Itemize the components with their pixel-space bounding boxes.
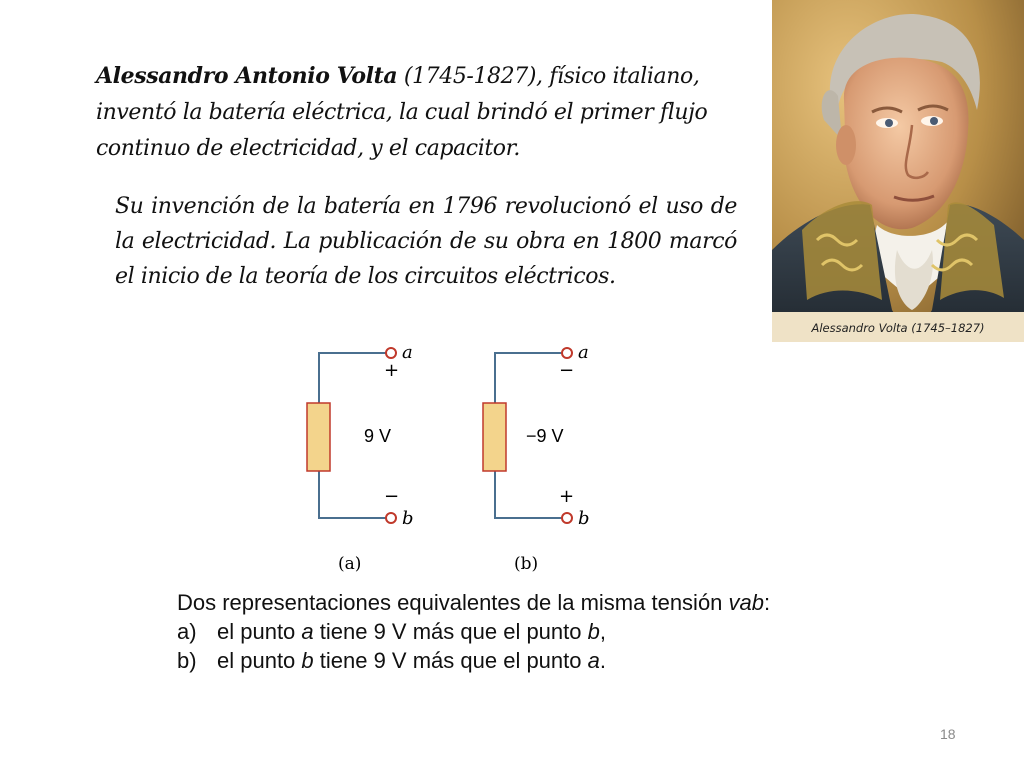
circuit-b-label: (b) <box>514 554 539 574</box>
equivalence-explanation <box>177 588 770 675</box>
volta-portrait <box>772 0 1024 342</box>
battery-a <box>307 403 330 471</box>
circuit-diagrams <box>290 336 610 581</box>
circuit-a-bottom-sign: − <box>384 486 400 507</box>
circuit-a-label: (a) <box>338 554 362 574</box>
invention-paragraph: Su invención de la batería en 1796 revolucionó el uso de la electricidad. La publicación de su obra en 1800 marcó el inicio de la teoría de los circuitos eléctricos. <box>115 194 737 289</box>
intro-paragraph <box>96 58 746 167</box>
portrait-caption: Alessandro Volta (1745–1827) <box>811 321 985 335</box>
terminal-a-bottom-label: b <box>402 508 414 529</box>
terminal-a-bottom <box>386 513 396 523</box>
circuit-a <box>307 342 414 574</box>
terminal-a-top <box>386 348 396 358</box>
circuit-a-voltage: 9 V <box>364 426 392 446</box>
circuit-b <box>483 342 590 574</box>
circuit-a-top-sign: + <box>384 360 400 381</box>
circuit-b-bottom-sign: + <box>559 486 575 507</box>
circuit-b-voltage: −9 V <box>526 426 564 446</box>
terminal-b-bottom <box>562 513 572 523</box>
circuit-b-top-sign: − <box>559 360 575 381</box>
terminal-a-top-label: a <box>402 342 413 363</box>
intro-text: (1745-1827), físico italiano, inventó la batería eléctrica, la cual brindó el primer flujo continuo de electricidad, y el capacitor. <box>96 64 708 161</box>
explanation-item-a: a) el punto a tiene 9 V más que el punto b, <box>177 619 606 644</box>
page-number: 18 <box>940 726 956 742</box>
battery-b <box>483 403 506 471</box>
terminal-b-bottom-label: b <box>578 508 590 529</box>
terminal-b-top-label: a <box>578 342 589 363</box>
scientist-name: Alessandro Antonio Volta <box>96 63 398 89</box>
terminal-b-top <box>562 348 572 358</box>
explanation-heading: Dos representaciones equivalentes de la misma tensión vab: <box>177 590 771 615</box>
explanation-item-b: b) el punto b tiene 9 V más que el punto a. <box>177 648 606 673</box>
